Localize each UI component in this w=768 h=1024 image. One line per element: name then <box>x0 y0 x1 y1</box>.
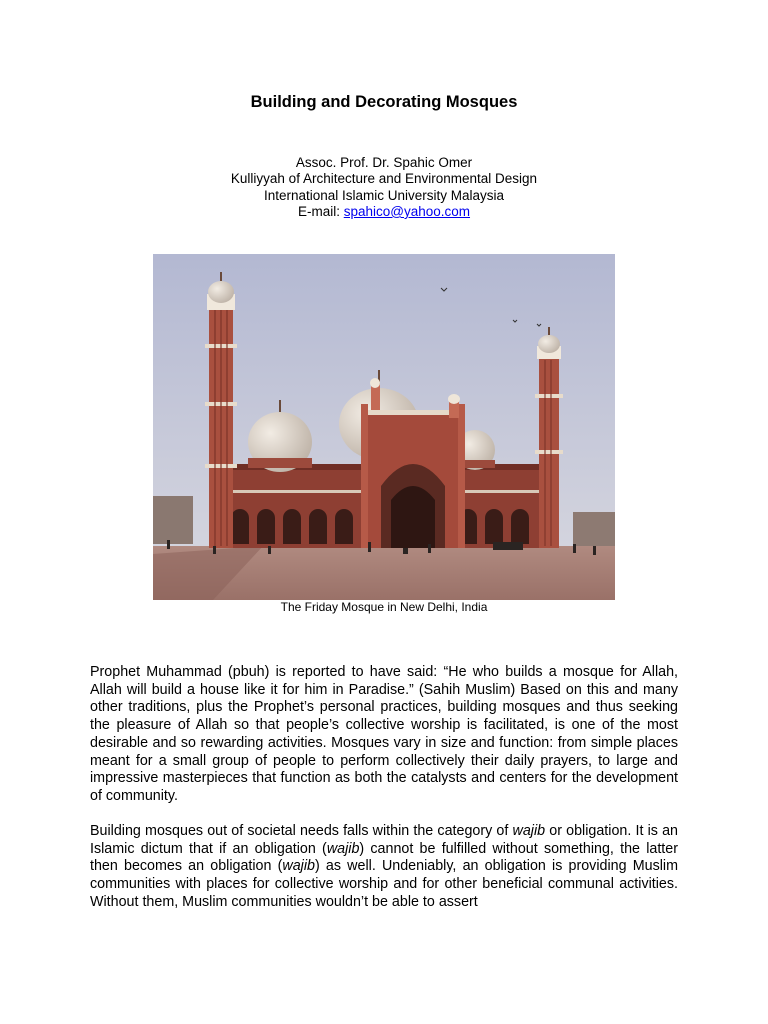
author-name: Assoc. Prof. Dr. Spahic Omer <box>295 155 473 170</box>
author-email-line <box>0 204 768 220</box>
document-title: Building and Decorating Mosques <box>250 93 518 111</box>
mosque-illustration <box>153 254 615 600</box>
wajib-term-1: wajib <box>512 823 546 839</box>
paragraph-2-text-2: or obligation. It is an Islamic dictum that if an obligation ( <box>90 823 678 857</box>
figure-caption: The Friday Mosque in New Delhi, India <box>280 600 488 614</box>
email-label: E-mail: <box>297 203 344 219</box>
paragraph-2-text-3: ) cannot be fulfilled without something, the latter then becomes an obligation ( <box>90 840 678 875</box>
mosque-photo <box>153 254 615 600</box>
paragraph-2-text-1: Building mosques out of societal needs falls within the category of <box>90 823 513 839</box>
author-university: International Islamic University Malaysia <box>263 187 505 203</box>
wajib-term-3: wajib <box>282 858 315 875</box>
paragraph-1: Prophet Muhammad (pbuh) is reported to have said: “He who builds a mosque for Allah, Allah will build a house like it for him in Paradise.” (Sahih Muslim) Based on this and many other traditions, plus the Prophet’s personal practices, building mosques and thus seeking the pleasure of Allah so that people’s collective worship is facilitated, is one of the most desirable and so rewarding activities. Mosques vary in size and function: from simple places meant for a small group of people to perform collectively their daily prayers, to large and impressive masterpieces that function as both the catalysts and centers for the development of community. <box>90 664 678 804</box>
paragraph-2-text-4: ) as well. Undeniably, an obligation is providing Muslim communities with places for collective worship and for other beneficial communal activities. Without them, Muslim communities wouldn’t be able to assert <box>90 858 678 910</box>
wajib-term-2: wajib <box>326 840 360 857</box>
author-department: Kulliyyah of Architecture and Environmental Design <box>230 171 538 187</box>
author-block <box>0 155 768 220</box>
paragraph-2 <box>90 823 678 912</box>
email-link[interactable]: spahico@yahoo.com <box>343 203 471 219</box>
